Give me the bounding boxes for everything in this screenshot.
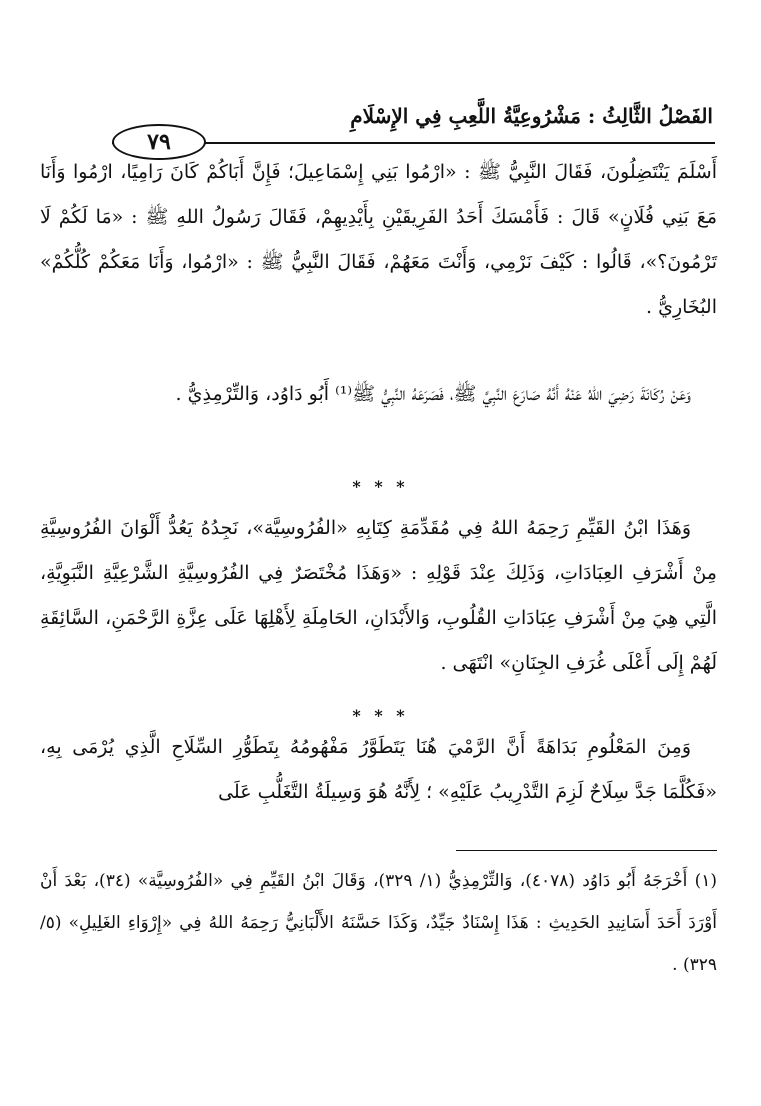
page-number: ٧٩: [147, 129, 171, 155]
section-separator: * * *: [352, 477, 409, 496]
paragraph-hadith-wrestling: وَعَنْ رُكَانَةَ رَضِيَ اللهُ عَنْهُ أَنَّهُ صَارَعَ النَّبِيَّ ﷺ، فَصَرَعَهُ النَّبِيُّ ﷺ⁽¹⁾ أَبُو دَاوُد، وَالتِّرْمِذِيُّ .: [175, 383, 691, 405]
chapter-title: الفَصْلُ الثَّالِثُ : مَشْرُوعِيَّةُ اللَّعِبِ فِي الإِسْلَامِ: [350, 104, 713, 128]
footnote: (١) أَخْرَجَهُ أَبُو دَاوُد (٤٠٧٨)، وَالتِّرْمِذِيُّ (١/ ٣٢٩)، وَقَالَ ابْنُ القَيِّمِ فِي «الفُرُوسِيَّة» (٣٤)، بَعْدَ أَنْ أَوْرَدَ أَحَدَ أَسَانِيدِ الحَدِيثِ : هَذَا إِسْنَادٌ جَيِّدٌ، وَكَذَا حَسَّنَهُ الأَلْبَانِيُّ رَحِمَهُ اللهُ فِي «إِرْوَاءِ الغَلِيلِ» (٥/ ٣٢٩) .: [40, 871, 717, 975]
paragraph-ibn-qayyim: وَهَذَا ابْنُ القَيِّمِ رَحِمَهُ اللهُ فِي مُقَدِّمَةِ كِتَابِهِ «الفُرُوسِيَّة»، نَجِدُهُ يَعُدُّ أَلْوَانَ الفُرُوسِيَّةِ مِنْ أَشْرَفِ العِبَادَاتِ، وَذَلِكَ عِنْدَ قَوْلِهِ : «وَهَذَا مُخْتَصَرٌ فِي الفُرُوسِيَّةِ الشَّرْعِيَّةِ النَّبَوِيَّةِ، الَّتِي هِيَ مِنْ أَشْرَفِ عِبَادَاتِ القُلُوبِ، وَالأَبْدَانِ، الحَامِلَةِ لِأَهْلِهَا عَلَى عِزَّةِ الرَّحْمَنِ، السَّائِقَةِ لَهُمْ إِلَى أَعْلَى غُرَفِ الجِنَانِ» انْتَهَى .: [40, 517, 717, 674]
footnote-rule: [456, 850, 717, 851]
paragraph-hadith-archery: أَسْلَمَ يَنْتَضِلُونَ، فَقَالَ النَّبِيُّ ﷺ : «ارْمُوا بَنِي إِسْمَاعِيلَ؛ فَإِنَّ أَبَاكُمْ كَانَ رَامِيًا، ارْمُوا وَأَنَا مَعَ بَنِي فُلَانٍ» قَالَ : فَأَمْسَكَ أَحَدُ الفَرِيقَيْنِ بِأَيْدِيهِمْ، فَقَالَ رَسُولُ اللهِ ﷺ : «مَا لَكُمْ لَا تَرْمُونَ؟»، قَالُوا : كَيْفَ نَرْمِي، وَأَنْتَ مَعَهُمْ، فَقَالَ النَّبِيُّ ﷺ : «ارْمُوا، وَأَنَا مَعَكُمْ كُلُّكُمْ» البُخَارِيُّ .: [40, 161, 717, 318]
paragraph-archery-development: وَمِنَ المَعْلُومِ بَدَاهَةً أَنَّ الرَّمْيَ هُنَا يَتَطَوَّرُ مَفْهُومُهُ بِتَطَوُّرِ السِّلَاحِ الَّذِي يُرْمَى بِهِ، «فَكُلَّمَا جَدَّ سِلَاحٌ لَزِمَ التَّدْرِيبُ عَلَيْهِ» ؛ لِأَنَّهُ هُوَ وَسِيلَةُ التَّغَلُّبِ عَلَى: [40, 736, 717, 803]
section-separator: * * *: [352, 706, 409, 725]
